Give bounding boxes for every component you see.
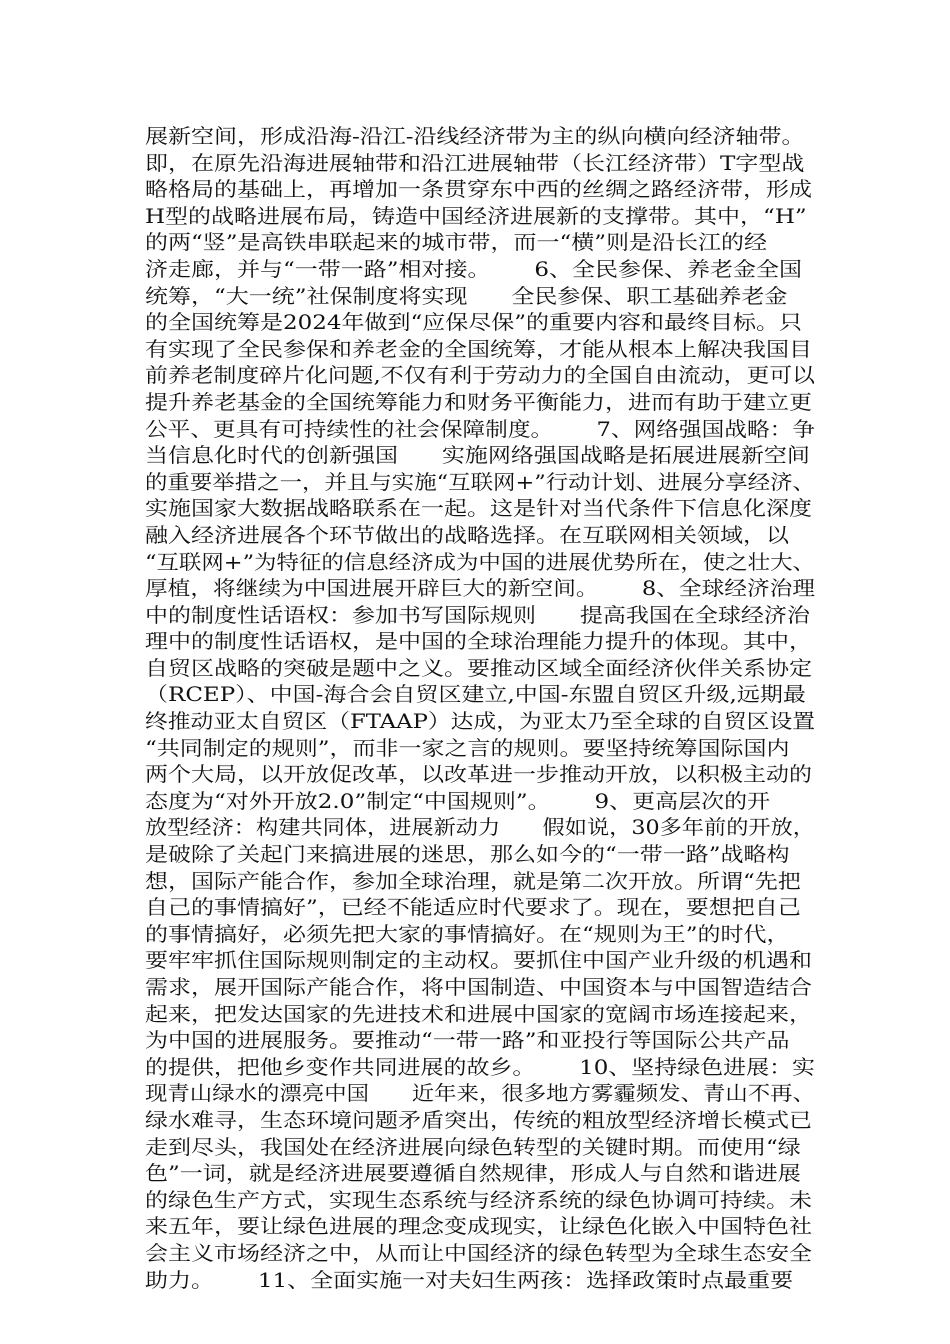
text-line: 有实现了全民参保和养老金的全国统筹，才能从根本上解决我国目 xyxy=(145,336,812,361)
text-line: H型的战略进展布局，铸造中国经济进展新的支撑带。其中，“H” xyxy=(145,203,807,228)
text-line: 会主义市场经济之中，从而让中国经济的绿色转型为全球生态安全 xyxy=(145,1240,812,1265)
text-line: 的重要举措之一，并且与实施“互联网+”行动计划、进展分享经济、 xyxy=(145,469,815,494)
text-line: 来五年，要让绿色进展的理念变成现实，让绿色化嵌入中国特色社 xyxy=(145,1214,812,1239)
text-line: 是破除了关起门来搞进展的迷思，那么如今的“一带一路”战略构 xyxy=(145,842,790,867)
text-line: 提升养老基金的全国统筹能力和财务平衡能力，进而有助于建立更 xyxy=(145,389,812,414)
text-line: 即，在原先沿海进展轴带和沿江进展轴带（长江经济带）T字型战 xyxy=(145,150,805,175)
text-line: 展新空间，形成沿海-沿江-沿线经济带为主的纵向横向经济轴带。 xyxy=(145,124,805,148)
text-line: 公平、更具有可持续性的社会保障制度。 7、网络强国战略：争 xyxy=(145,416,815,441)
text-line: 放型经济：构建共同体，进展新动力 假如说，30多年前的开放， xyxy=(145,815,815,840)
text-line: 统筹，“大一统”社保制度将实现 全民参保、职工基础养老金 xyxy=(145,283,788,308)
text-line: 需求，展开国际产能合作，将中国制造、中国资本与中国智造结合 xyxy=(145,975,812,999)
text-line: 为中国的进展服务。要推动“一带一路”和亚投行等国际公共产品 xyxy=(145,1028,790,1053)
text-line: 的提供，把他乡变作共同进展的故乡。 10、坚持绿色进展：实 xyxy=(145,1054,815,1079)
text-line: “互联网+”为特征的信息经济成为中国的进展优势所在，使之壮大、 xyxy=(145,549,815,574)
text-line: 自己的事情搞好”，已经不能适应时代要求了。现在，要想把自己 xyxy=(145,895,801,920)
text-line: 态度为“对外开放2.0”制定“中国规则”。 9、更高层次的开 xyxy=(145,788,771,813)
text-line: 自贸区战略的突破是题中之义。要推动区域全面经济伙伴关系协定 xyxy=(145,655,812,680)
text-line: “共同制定的规则”，而非一家之言的规则。要坚持统筹国际国内 xyxy=(145,735,790,760)
text-line: 融入经济进展各个环节做出的战略选择。在互联网相关领域，以 xyxy=(145,522,789,547)
text-line: 的全国统筹是2024年做到“应保尽保”的重要内容和最终目标。只 xyxy=(145,310,803,335)
text-line: 色”一词，就是经济进展要遵循自然规律，形成人与自然和谐进展 xyxy=(145,1161,801,1186)
document-body xyxy=(145,123,815,1293)
text-line: 实施国家大数据战略联系在一起。这是针对当代条件下信息化深度 xyxy=(145,496,812,521)
text-line: 当信息化时代的创新强国 实施网络强国战略是拓展进展新空间 xyxy=(145,443,810,468)
text-line: 现青山绿水的漂亮中国 近年来，很多地方雾霾频发、青山不再、 xyxy=(145,1081,815,1106)
text-line: 绿水难寻，生态环境问题矛盾突出，传统的粗放型经济增长模式已 xyxy=(145,1107,812,1132)
text-line: 起来，把发达国家的先进技术和进展中国家的宽阔市场连接起来， xyxy=(145,1001,812,1026)
text-line: 终推动亚太自贸区（FTAAP）达成，为亚太乃至全球的自贸区设置 xyxy=(145,709,815,734)
text-line: 走到尽头，我国处在经济进展向绿色转型的关键时期。而使用“绿 xyxy=(145,1134,801,1159)
text-line: 的事情搞好，必须先把大家的事情搞好。在“规则为王”的时代， xyxy=(145,921,790,946)
text-line: 前养老制度碎片化问题,不仅有利于劳动力的全国自由流动，更可以 xyxy=(145,363,815,388)
text-line: 要牢牢抓住国际规则制定的主动权。要抓住中国产业升级的机遇和 xyxy=(145,948,812,973)
text-line: （RCEP）、中国-海合会自贸区建立,中国-东盟自贸区升级,远期最 xyxy=(145,682,806,707)
text-line: 的绿色生产方式，实现生态系统与经济系统的绿色协调可持续。未 xyxy=(145,1187,812,1212)
text-line: 想，国际产能合作，参加全球治理，就是第二次开放。所谓“先把 xyxy=(145,868,801,893)
text-line: 理中的制度性话语权，是中国的全球治理能力提升的体现。其中， xyxy=(145,629,812,654)
text-line: 的两“竖”是高铁串联起来的城市带，而一“横”则是沿长江的经 xyxy=(145,230,768,255)
text-line: 助力。 11、全面实施一对夫妇生两孩：选择政策时点最重要 xyxy=(145,1267,794,1292)
text-line: 中的制度性话语权：参加书写国际规则 提高我国在全球经济治 xyxy=(145,602,810,627)
text-line: 两个大局，以开放促改革，以改革进一步推动开放，以积极主动的 xyxy=(145,762,812,787)
text-line: 济走廊，并与“一带一路”相对接。 6、全民参保、养老金全国 xyxy=(145,256,803,281)
text-line: 厚植，将继续为中国进展开辟巨大的新空间。 8、全球经济治理 xyxy=(145,576,815,601)
text-line: 略格局的基础上，再增加一条贯穿东中西的丝绸之路经济带，形成 xyxy=(145,177,812,202)
